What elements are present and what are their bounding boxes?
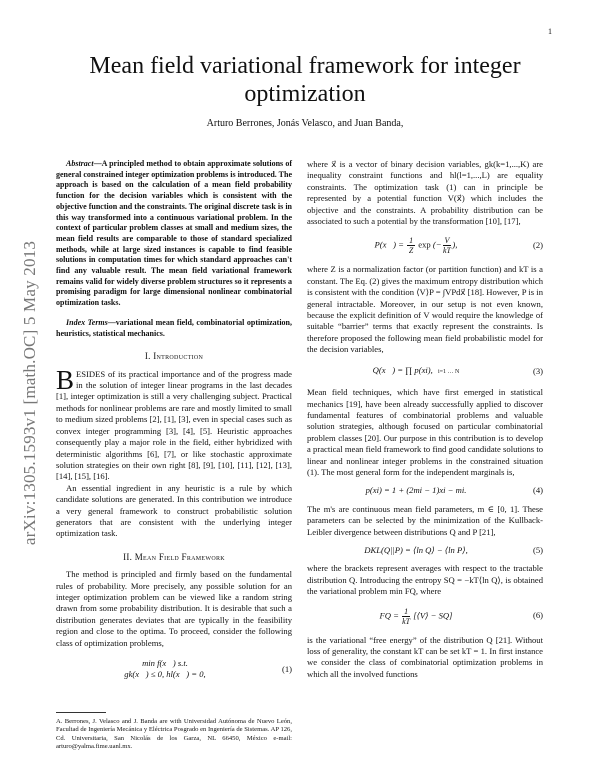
framework-paragraph-1: The method is principled and firmly based on the fundamental rules of probability. More precisely, any possible solution for an integer optimization problem can be viewed like a random string drawn from some probability distribution. It is desirable that such a distribution generates deviates that are typically in the feasibility region and close to the optima. To proceed, consider the following class of optimization problems, [56, 569, 292, 648]
section-heading-introduction: I. Introduction [144, 351, 204, 362]
equation-3-number: (3) [532, 365, 543, 376]
equation-2-exp: exp [418, 239, 431, 250]
equation-6-rhs: [⟨V⟩ − SQ] [413, 610, 453, 621]
equation-2-inner-fraction [443, 236, 452, 255]
equation-1-body [56, 658, 274, 681]
equation-4 [307, 485, 543, 496]
equation-2-fraction-num: 1 [409, 236, 414, 246]
index-terms [56, 318, 292, 339]
right-paragraph-2: where Z is a normalization factor (or partition function) and kT is a constant. The Eq. (2) gives the maximum entropy distribution which is consistent with the condition ⟨V⟩P = ∫VPdx⃗ [18]. However, P is in general intractable. Moreover, in our setup is not even known, because the explicit definition of V would require the knowledge of suitable “barrier” terms that exactly represent the constraints. Is therefore proposed the following mean field probabilistic model for the decision variables, [307, 264, 543, 355]
arxiv-stamp [14, 178, 46, 608]
equation-4-text: p(xi) = 1 + (2mi − 1)xi − mi. [365, 485, 467, 496]
equation-6-fraction-num: 1 [404, 606, 409, 616]
equation-6-number: (6) [532, 610, 543, 621]
equation-6-fraction-den: kT [402, 616, 411, 626]
abstract-text: —A principled method to obtain approximate solutions of general constrained integer optimization problems is introduced. The approach is based on the calculation of a mean field probability function for the decision variables which is consistent with the objective function and the constraints. The original discrete task is in this way transformed into a continuous variational problem. In the context of particular problem classes at small and medium sizes, the mean field results are comparable to those of standard specialized methods, while at large sized instances is capable to find feasible solutions in computation times for which standard approaches can't find any valuable result. The mean field variational framework remains valid for widely diverse problem structures so it represents a promising paradigm for large dimensional nonlinear combinatorial optimization tasks. [56, 159, 292, 308]
equation-5-text: DKL(Q||P) = ⟨ln Q⟩ − ⟨ln P⟩, [364, 544, 468, 555]
equation-2-number: (2) [532, 240, 543, 251]
equation-5-number: (5) [532, 544, 543, 555]
equation-2-lhs: P(x⃗) = [374, 239, 404, 250]
abstract-label: Abstract [66, 159, 94, 168]
left-column [56, 159, 292, 690]
right-paragraph-4: The m's are continuous mean field parameters, m ∈ [0, 1]. These parameters can be selected by the minimization of the Kullback-Leibler divergence between distributions Q and P [21], [307, 503, 543, 537]
right-column [307, 159, 543, 680]
equation-2-inner-num: V [444, 236, 450, 246]
equation-6-lhs: FQ = [379, 610, 399, 621]
footnote-rule [56, 712, 106, 713]
equation-4-number: (4) [532, 485, 543, 496]
right-paragraph-6: is the variational “free energy” of the distribution Q [21]. Without loss of generality, the constant kT can be set kT = 1. In first instance we consider the class of combinatorial optimization problems in which all the involved functions [307, 634, 543, 679]
intro-paragraph-1-text: ESIDES of its practical importance and of the progress made in the solution of integer linear programs in the last decades [1], integer optimization is still a very challenging subject. Practical methods for nonlinear problems are rare and mostly limited to small to medium sized problems [2], [1], [3], even in special cases such as convex integer programming [3], [4], [5]. Heuristic approaches consequently play a major role in the field, either hybridized with deterministic algorithms [6], [7], or like stochastic approximate solution strategies on their own right [8], [9], [10], [11], [12], [13], [14], [15], [16]. [56, 368, 292, 482]
section-heading-framework: II. Mean Field Framework [123, 551, 225, 562]
equation-2 [307, 236, 543, 255]
equation-2-paren-close: ), [452, 239, 458, 250]
equation-3-body [307, 365, 525, 378]
intro-paragraph-1 [56, 364, 292, 483]
equation-2-inner-den: kT [442, 246, 451, 256]
equation-1 [56, 658, 292, 681]
equation-6-body [307, 607, 525, 626]
right-paragraph-3: Mean field techniques, which have first emerged in statistical mechanics [19], have been already successfully applied to discover fundamental features of combinatorial problems and valuable solution strategies, although focused on particular combinatorial problem classes [20]. Our purpose in this contribution is to develop a practical mean field framework to find good candidate solutions to linear and nonlinear integer problems in the constrained situation (1). The most general form for the independent marginals is, [307, 387, 543, 477]
intro-paragraph-2: An essential ingredient in any heuristic is a rule by which candidate solutions are generated. In this contribution we introduce a very general framework to construct probabilistic solution generators that are consistent with the underlying integer optimization task. [56, 482, 292, 539]
right-paragraph-5: where the brackets represent averages with respect to the tractable distribution Q. Introducing the entropy SQ = −kT⟨ln Q⟩, is obtained the variational problem min FQ, where [307, 563, 543, 597]
equation-3 [307, 365, 543, 378]
arxiv-stamp-text: arXiv:1305.1593v1 [math.OC] 5 May 2013 [20, 240, 39, 546]
equation-2-paren-open: (− [432, 239, 442, 250]
paper-title: Mean field variational framework for integer optimization [89, 53, 521, 107]
abstract [56, 159, 292, 309]
equation-5 [307, 545, 543, 556]
author-list: Arturo Berrones, Jonás Velasco, and Juan Banda, [206, 118, 404, 129]
page-number: 1 [548, 27, 552, 36]
equation-3-text: Q(x⃗) = ∏ p(xi), [372, 364, 433, 375]
equation-1-number: (1) [281, 663, 292, 674]
equation-6-fraction [402, 607, 410, 626]
equation-2-body [307, 236, 525, 255]
index-terms-text: —variational mean field, combinatorial optimization, heuristics, statistical mechanics. [56, 317, 293, 338]
equation-2-fraction-den: Z [408, 246, 414, 256]
equation-2-fraction [407, 236, 415, 255]
drop-cap: B [56, 364, 75, 395]
equation-3-limits: i=1 … N [437, 368, 460, 375]
footnote: A. Berrones, J. Velasco and J. Banda are with Universidad Autónoma de Nuevo León, Facultad de Ingeniería Mecánica y Eléctrica Posgrado en Ingeniería de Sistemas. AP 126, Cd. Universitaria, San Nicolás de los Garza, NL 66450, México e-mail: arturo@yalma.fime.uanl.mx. [56, 718, 292, 751]
right-paragraph-1: where x⃗ is a vector of binary decision variables, gk(k=1,...,K) are inequality constraint functions and hl(l=1,...,L) are equality constraints. The optimization task (1) can in principle be represented by a potential function V(x⃗) which includes the objective and the constraints. A probability distribution can be associated to such a potential by the transformation [10], [17], [307, 159, 543, 227]
equation-6 [307, 607, 543, 626]
equation-1-line-1: min f(x⃗) s.t. [142, 658, 188, 668]
index-terms-label: Index Terms [66, 317, 108, 327]
equation-1-line-2: gk(x⃗) ≤ 0, hl(x⃗) = 0, [124, 669, 206, 680]
